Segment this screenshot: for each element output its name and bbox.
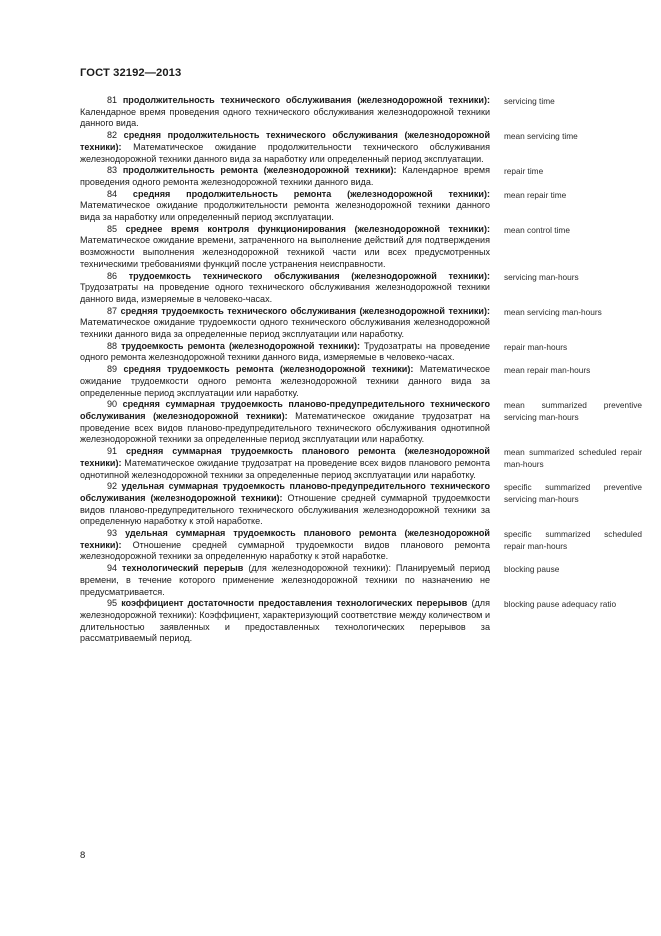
term-definition xyxy=(80,399,490,446)
term-title: продолжительность ремонта (железнодорожной техники): xyxy=(122,165,397,176)
term-definition xyxy=(80,95,490,130)
term-text: Математическое ожидание времени, затраченного на выполнение действий для подтверждения возможности выполнения железнодорожной техникой части или всех предусмотренных техническими требованиями функций после устранения неисправности. xyxy=(80,235,490,269)
term-number: 89 xyxy=(107,364,118,375)
term-number: 94 xyxy=(107,563,118,574)
term-text: Календарное время проведения одного технического обслуживания железнодорожной техники данного вида. xyxy=(80,106,490,129)
english-equivalent: mean repair man-hours xyxy=(504,365,591,376)
term-text: Математическое ожидание трудозатрат на проведение всех видов планово-предупредительного технического обслуживания однотипной железнодорожной техники за определенные период эксплуатации или наработку. xyxy=(80,410,490,445)
term-text: Математическое ожидание продолжительности технического обслуживания железнодорожной техники данного вида за наработку или определенный период эксплуатации. xyxy=(80,141,490,164)
term-title: технологический перерыв xyxy=(122,563,244,574)
term-title: средняя трудоемкость ремонта (железнодорожной техники): xyxy=(123,364,414,375)
term-title: средняя суммарная трудоемкость планово-предупредительного технического обслуживания (железнодорожной техники): xyxy=(80,399,490,421)
term-definition xyxy=(80,306,490,341)
term-entry xyxy=(80,189,642,224)
term-entry xyxy=(80,563,642,598)
term-number: 91 xyxy=(107,446,118,457)
term-title: удельная суммарная трудоемкость планового ремонта (железнодорожной техники): xyxy=(80,528,490,550)
term-title: трудоемкость ремонта (железнодорожной техники): xyxy=(121,340,361,351)
term-entry xyxy=(80,165,642,188)
term-number: 82 xyxy=(107,130,118,141)
term-text: Трудозатраты на проведение одного технического обслуживания железнодорожной техники данного вида, измеряемые в человеко-часах. xyxy=(80,282,490,304)
term-text: Отношение средней суммарной трудоемкости видов планового ремонта железнодорожной техники за определенную наработку к этой наработке. xyxy=(80,539,490,562)
term-title: средняя продолжительность технического обслуживания (железнодорожной техники): xyxy=(80,130,490,152)
term-entry xyxy=(80,481,642,528)
term-number: 95 xyxy=(107,598,118,609)
term-definition xyxy=(80,598,490,645)
term-entry xyxy=(80,399,642,446)
term-title: средняя суммарная трудоемкость планового ремонта (железнодорожной техники): xyxy=(80,446,490,468)
english-equivalent: repair time xyxy=(504,166,544,177)
term-entry xyxy=(80,306,642,341)
term-text: Трудозатраты на проведение одного ремонта железнодорожной техники данного вида, измеряемые в человеко-часах. xyxy=(80,340,490,363)
english-equivalent: mean summarized preventive servicing man-hours xyxy=(504,400,642,422)
term-number: 83 xyxy=(107,165,118,176)
english-equivalent: mean summarized scheduled repair man-hours xyxy=(504,447,642,469)
english-equivalent: specific summarized preventive servicing man-hours xyxy=(504,482,642,504)
term-definition xyxy=(80,481,490,528)
term-entry xyxy=(80,446,642,481)
term-text: Математическое ожидание продолжительности ремонта железнодорожной техники данного вида за наработку или определенный период эксплуатации. xyxy=(80,200,490,223)
term-number: 90 xyxy=(107,399,118,410)
page-number: 8 xyxy=(80,850,86,861)
term-number: 88 xyxy=(107,340,118,351)
term-text: Математическое ожидание трудоемкости одного технического обслуживания железнодорожной техники данного вида за определенные период эксплуатации или наработку. xyxy=(80,317,490,340)
term-title: средняя продолжительность ремонта (железнодорожной техники): xyxy=(132,188,490,199)
term-entry xyxy=(80,271,642,306)
term-definition xyxy=(80,563,490,598)
english-equivalent: mean control time xyxy=(504,224,570,235)
english-equivalent: repair man-hours xyxy=(504,341,568,352)
term-entry xyxy=(80,224,642,271)
term-entry xyxy=(80,364,642,399)
term-title: продолжительность технического обслуживания (железнодорожной техники): xyxy=(122,95,490,105)
term-definition xyxy=(80,130,490,165)
term-text: Математическое ожидание трудоемкости одного ремонта железнодорожной техники данного вида за определенные период эксплуатации или наработку. xyxy=(80,364,491,398)
term-text: Календарное время проведения одного ремонта железнодорожной техники данного вида. xyxy=(80,165,491,187)
english-equivalent: specific summarized scheduled repair man-hours xyxy=(504,529,642,551)
term-title: трудоемкость технического обслуживания (железнодорожной техники): xyxy=(128,270,490,281)
term-definition xyxy=(80,224,490,271)
term-text: Отношение средней суммарной трудоемкости видов планово-предупредительного технического обслуживания железнодорожной техники за определенную наработку к этой наработке. xyxy=(80,492,490,527)
term-entry xyxy=(80,95,642,130)
term-number: 92 xyxy=(107,481,118,492)
term-title: средняя трудоемкость технического обслуживания (железнодорожной техники): xyxy=(120,305,490,316)
english-equivalent: blocking pause xyxy=(504,564,560,575)
term-number: 87 xyxy=(107,305,118,316)
english-equivalent: servicing man-hours xyxy=(504,271,579,282)
term-title: коэффициент достаточности предоставления технологических перерывов xyxy=(121,598,468,609)
term-number: 81 xyxy=(107,95,118,105)
term-entry xyxy=(80,598,642,645)
english-equivalent: mean servicing time xyxy=(504,131,578,142)
english-equivalent: blocking pause adequacy ratio xyxy=(504,599,617,610)
term-definition xyxy=(80,528,490,563)
term-entry xyxy=(80,528,642,563)
term-number: 85 xyxy=(107,223,118,234)
term-title: среднее время контроля функционирования (железнодорожной техники): xyxy=(125,223,490,234)
term-definition xyxy=(80,364,490,399)
term-number: 84 xyxy=(107,188,118,199)
term-definition xyxy=(80,165,490,188)
term-definition xyxy=(80,271,490,306)
term-entry xyxy=(80,341,642,364)
term-number: 86 xyxy=(107,270,118,281)
english-equivalent: mean servicing man-hours xyxy=(504,306,602,317)
term-text: (для железнодорожной техники): Планируемый период времени, в течение которого применение железнодорожной техники по назначению не предусматривается. xyxy=(80,563,491,597)
term-text: (для железнодорожной техники): Коэффициент, характеризующий соответствие между количеством и длительностью заявленных и предоставленных технологических перерывов за рассматриваемый период. xyxy=(80,598,490,644)
term-number: 93 xyxy=(107,528,118,539)
english-equivalent: servicing time xyxy=(504,96,555,106)
term-entry xyxy=(80,130,642,165)
term-definition xyxy=(80,341,490,364)
term-definition xyxy=(80,189,490,224)
term-text: Математическое ожидание трудозатрат на проведение всех видов планового ремонта однотипной железнодорожной техники за определенные период эксплуатации или наработку. xyxy=(80,457,490,480)
term-definition xyxy=(80,446,490,481)
term-title: удельная суммарная трудоемкость планово-предупредительного технического обслуживания (железнодорожной техники): xyxy=(80,481,490,503)
document-header: ГОСТ 32192—2013 xyxy=(80,67,182,79)
english-equivalent: mean repair time xyxy=(504,189,567,200)
terms-list xyxy=(80,95,642,645)
